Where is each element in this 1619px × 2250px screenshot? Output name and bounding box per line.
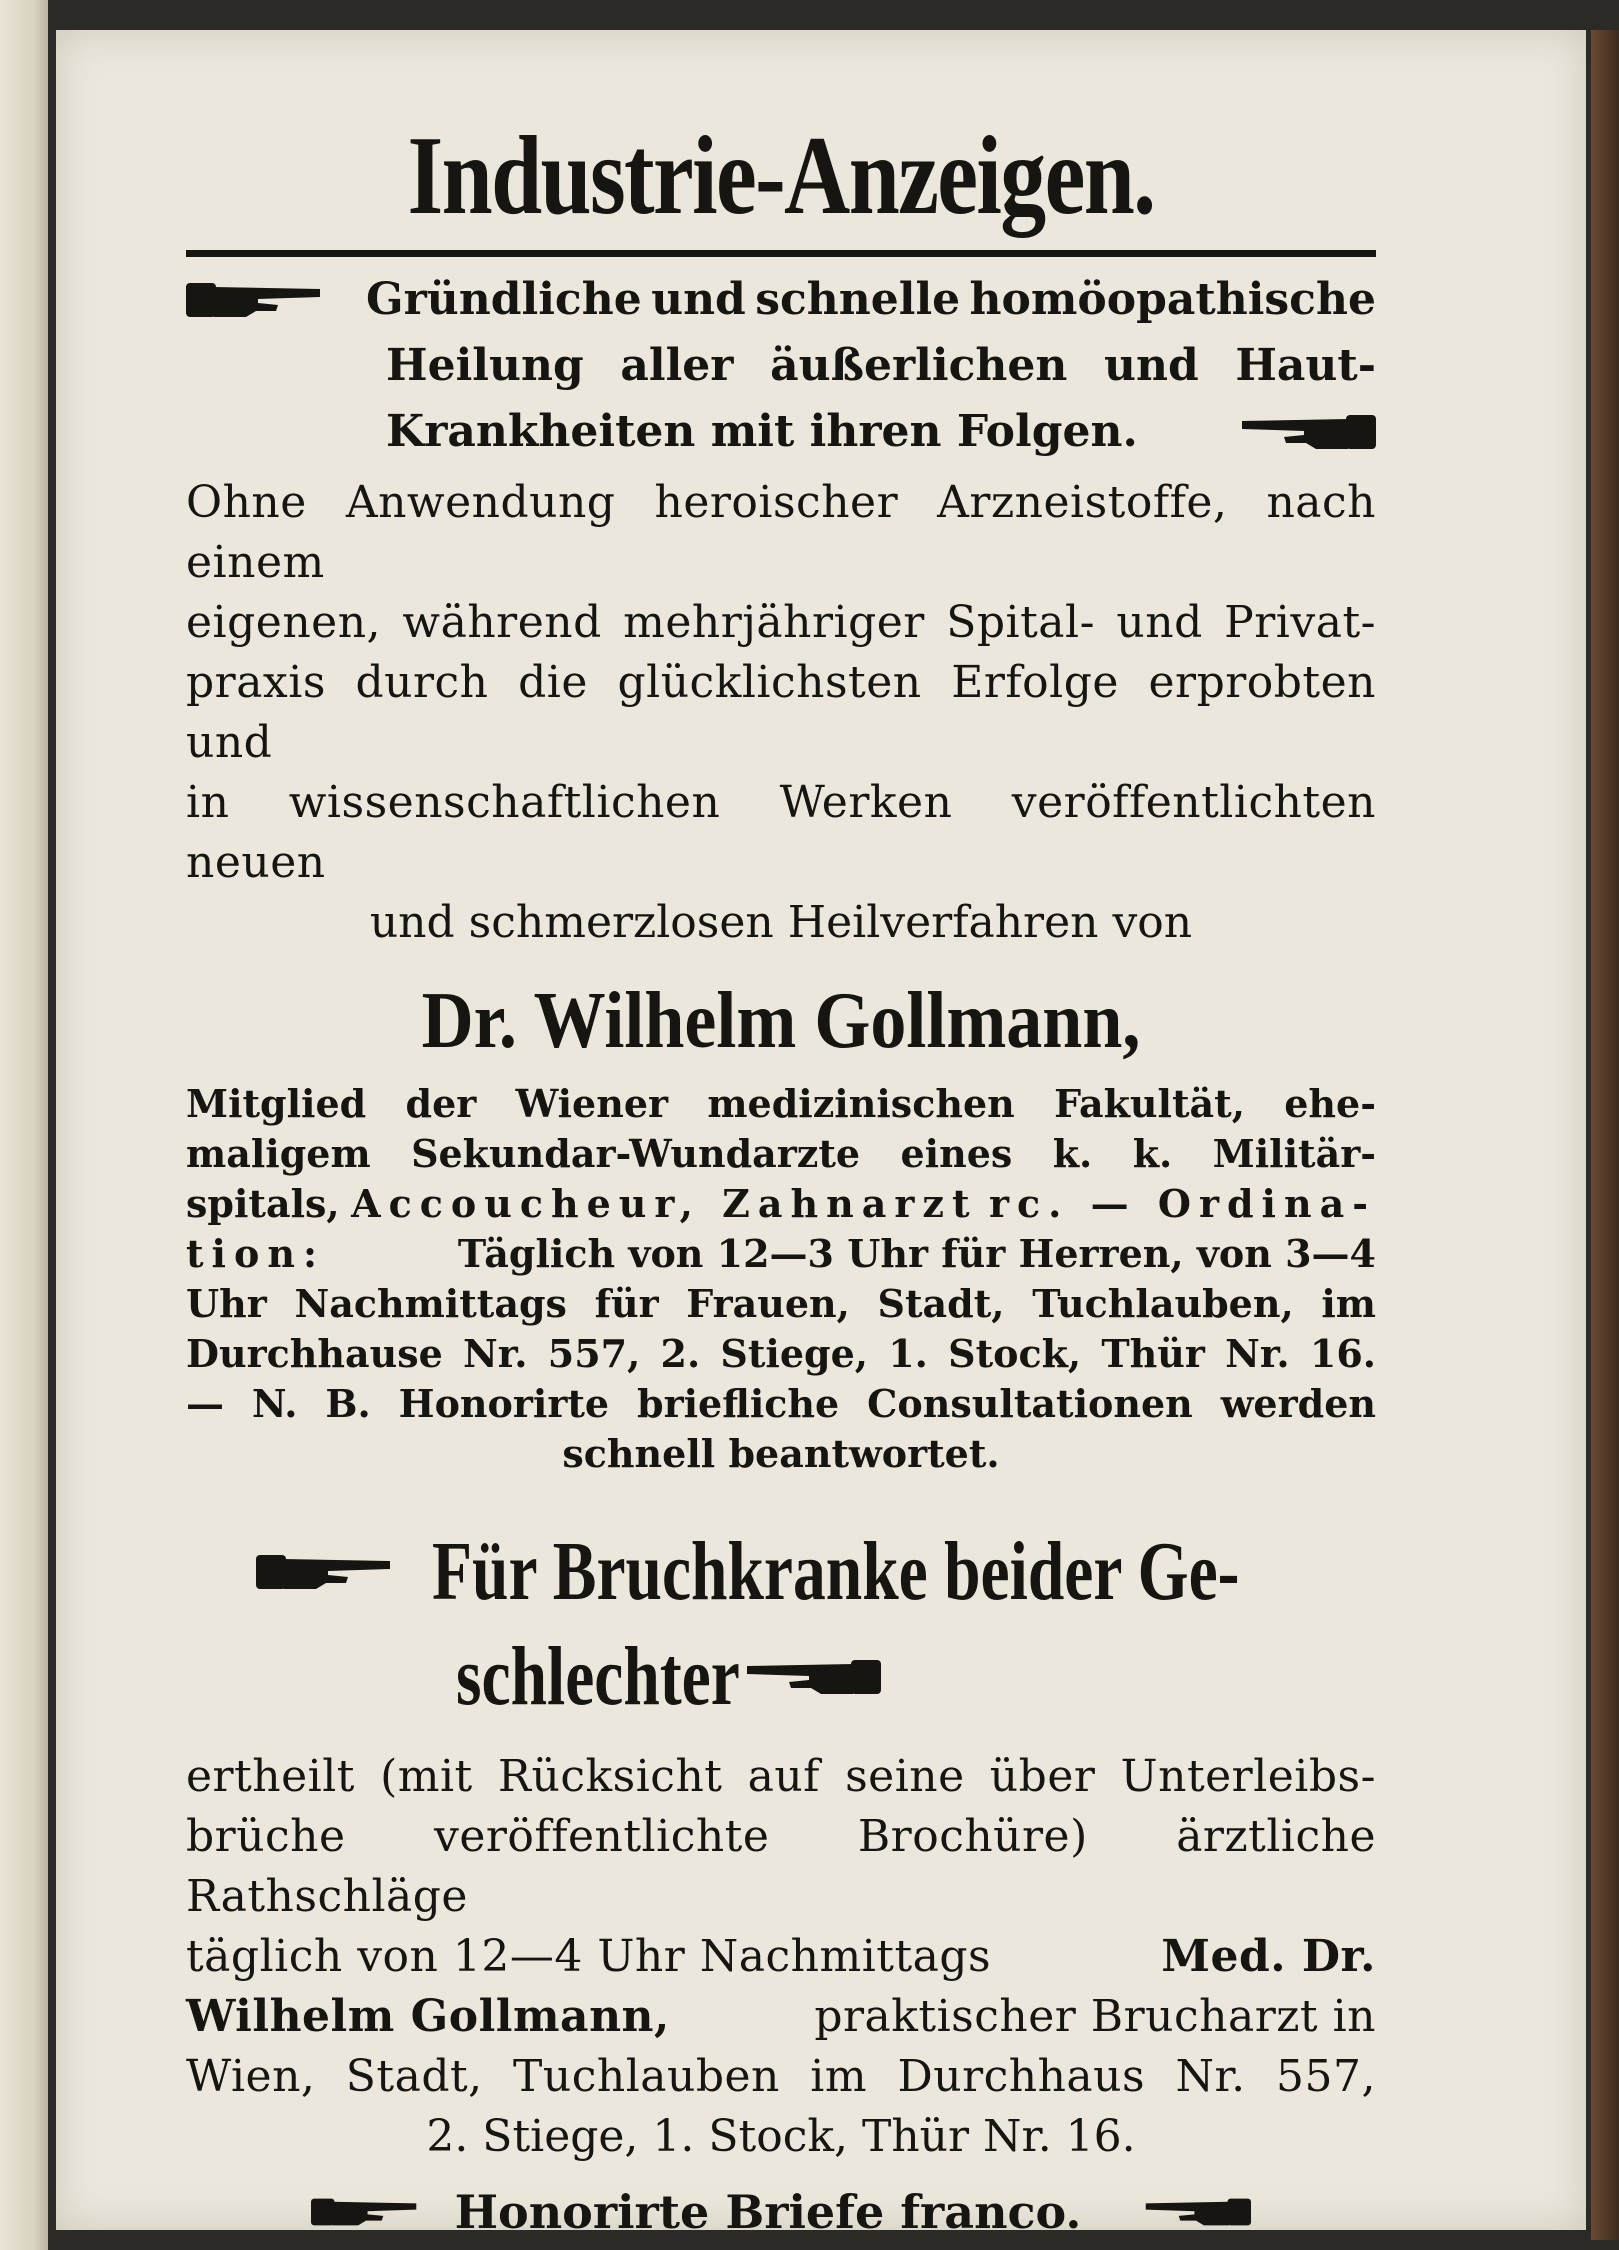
ad1-headline-word: Heilung: [386, 340, 584, 391]
page-content: [186, 114, 1376, 2247]
ad1-headline-word: äußerlichen: [770, 340, 1068, 391]
page-title: Industrie-Anzeigen.: [407, 114, 1155, 238]
ad1-headline-word: schnelle: [755, 274, 961, 325]
credentials-text: rc. — Ordina-: [989, 1181, 1376, 1226]
ad2-headline-text: Für Bruchkranke beider Ge-: [432, 1525, 1240, 1618]
ad2-headline: [186, 1519, 1376, 1729]
ad1-body-line: praxis durch die glücklichsten Erfolge erprobten und: [186, 657, 1376, 768]
ad2-doctor-name: Wilhelm Gollmann,: [186, 1991, 670, 2042]
credentials-last-line: schnell beantwortet.: [562, 1431, 1000, 1476]
credentials-line: — N. B. Honorirte briefliche Consultationen werden: [186, 1381, 1376, 1426]
ad1-headline-line-3: [386, 399, 1376, 465]
ad2-headline-line-2: [456, 1624, 1376, 1729]
doctor-name: Dr. Wilhelm Gollmann,: [421, 977, 1141, 1065]
credentials-line: maligem Sekundar-Wundarzte eines k. k. Militär-: [186, 1131, 1376, 1176]
ad2-body-line: ertheilt (mit Rücksicht auf seine über Unterleibs-: [186, 1751, 1376, 1802]
ad1-headline: [186, 267, 1376, 465]
ad1-headline-word: homöopathische: [969, 274, 1376, 325]
ad2-headline-line-1: [256, 1519, 1376, 1624]
ad2-body-line: Wien, Stadt, Tuchlauben im Durchhaus Nr. 557,: [186, 2051, 1376, 2102]
ad1-headline-word: Gründliche: [366, 274, 642, 325]
credentials-text: spitals,: [186, 1181, 340, 1226]
pointing-hand-left-icon: [736, 1654, 886, 1700]
ad1-headline-word: aller: [620, 340, 734, 391]
ad2-body-line-3: [186, 1927, 1376, 1987]
book-page: [56, 30, 1586, 2239]
ad1-credentials: [186, 1079, 1376, 1479]
ad2-body: [186, 1747, 1376, 2107]
ad1-headline-word: und: [651, 274, 746, 325]
credentials-line-3: [186, 1179, 1376, 1229]
credentials-line: Mitglied der Wiener medizinischen Fakultät, ehe-: [186, 1081, 1376, 1126]
ad1-headline-line-1: [186, 267, 1376, 333]
ad2-body-text: täglich von 12—4 Uhr Nachmittags: [186, 1931, 992, 1982]
adjacent-page-edge: [0, 0, 48, 2250]
credentials-text: Täglich von 12—3 Uhr für Herren, von 3—4: [457, 1231, 1376, 1276]
credentials-spaced-text: Accoucheur, Zahnarzt: [351, 1181, 978, 1226]
pointing-hand-left-icon: [1236, 409, 1376, 455]
pointing-hand-right-icon: [311, 2193, 421, 2231]
ad2-footer: [186, 2177, 1376, 2247]
ad1-body-last-line: und schmerzlosen Heilverfahren von: [369, 897, 1193, 948]
ad1-headline-word: Haut-: [1235, 340, 1376, 391]
ad1-headline-word: und: [1103, 340, 1199, 391]
ad1-body-line: eigenen, während mehrjähriger Spital- und Privat-: [186, 597, 1376, 648]
ad1-body-line: Ohne Anwendung heroischer Arzneistoffe, nach einem: [186, 477, 1376, 588]
ad1-body: [186, 473, 1376, 893]
ad2-body-last-line: 2. Stiege, 1. Stock, Thür Nr. 16.: [426, 2111, 1136, 2162]
pointing-hand-right-icon: [186, 277, 326, 323]
ad1-body-line: in wissenschaftlichen Werken veröffentlichten neuen: [186, 777, 1376, 888]
ad2-body-bold-text: Med. Dr.: [1161, 1931, 1376, 1982]
footer-text: Honorirte Briefe franco.: [454, 2185, 1082, 2239]
credentials-line: Uhr Nachmittags für Frauen, Stadt, Tuchlauben, im: [186, 1281, 1376, 1326]
ad2-headline-text: schlechter: [456, 1630, 740, 1723]
title-rule: [186, 250, 1376, 257]
ad2-body-line-4: [186, 1987, 1376, 2047]
ad2-body-line: brüche veröffentlichte Brochüre) ärztliche Rathschläge: [186, 1811, 1376, 1922]
credentials-line-4: [186, 1229, 1376, 1279]
ad2-body-text: praktischer Brucharzt in: [814, 1991, 1376, 2042]
ad1-headline-text: Krankheiten mit ihren Folgen.: [386, 406, 1138, 457]
book-cover-edge: [1591, 30, 1619, 2240]
credentials-line: Durchhause Nr. 557, 2. Stiege, 1. Stock, Thür Nr. 16.: [186, 1331, 1376, 1376]
pointing-hand-left-icon: [1141, 2193, 1251, 2231]
pointing-hand-right-icon: [256, 1549, 396, 1595]
ad1-headline-line-2: [386, 333, 1376, 399]
credentials-spaced-text: tion:: [186, 1231, 325, 1276]
